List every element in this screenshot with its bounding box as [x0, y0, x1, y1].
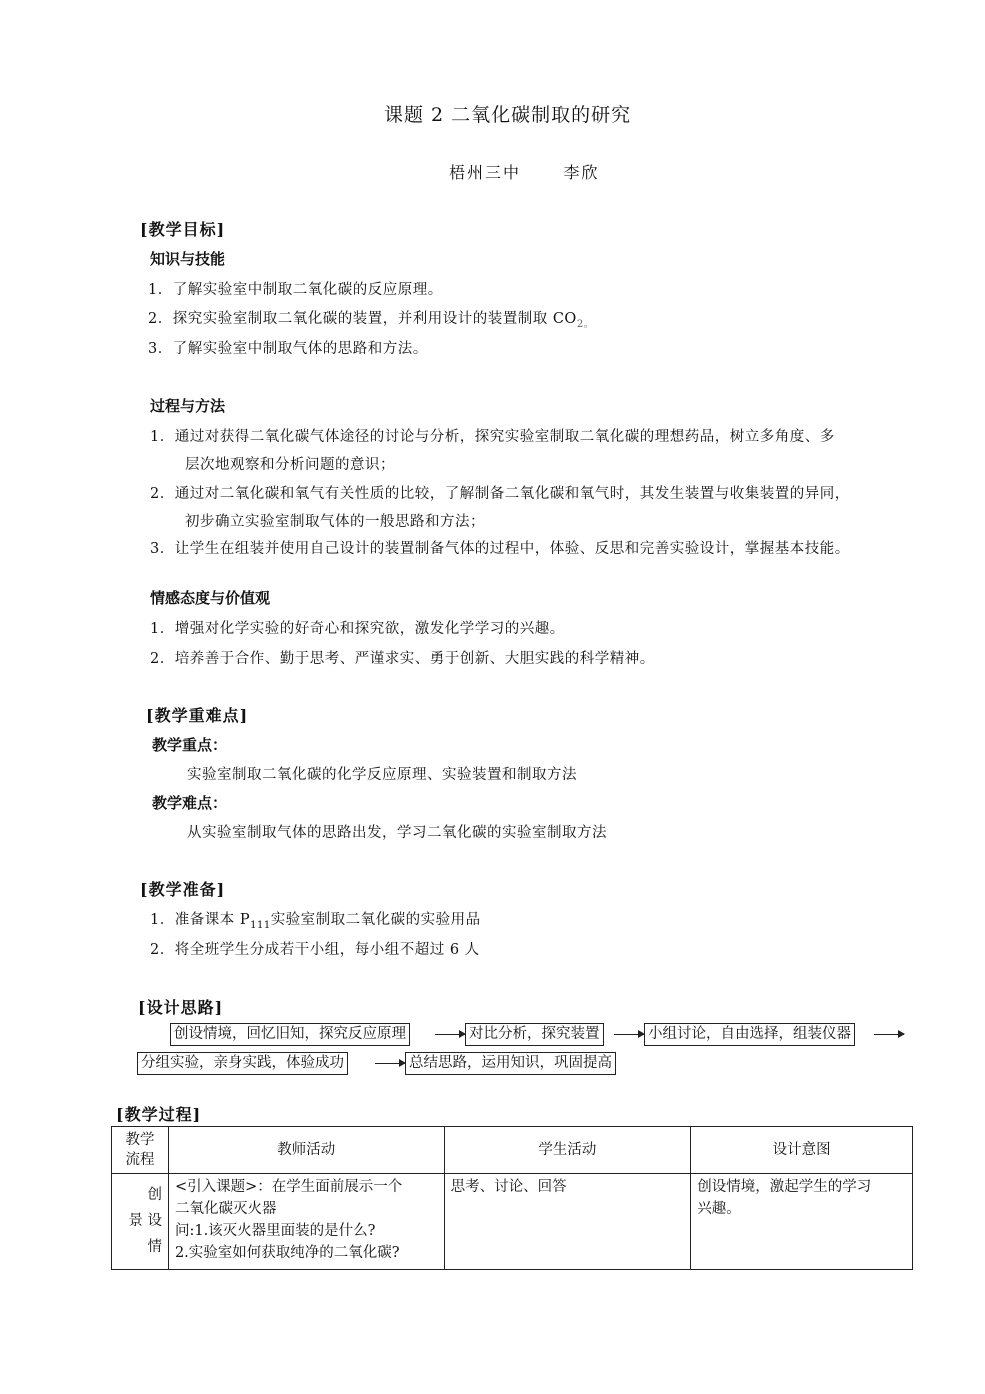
process-item-1a: 1．通过对获得二氧化碳气体途径的讨论与分析，探究实验室制取二氧化碳的理想药品，树立多角度、多 [150, 429, 835, 445]
row1-stage: 创 景 设 情 [112, 1174, 169, 1270]
prep-item-2: 2．将全班学生分成若干小组，每小组不超过 6 人 [150, 942, 480, 958]
flow-arrow-4 [375, 1063, 405, 1064]
difficulty-text: 从实验室制取气体的思路出发，学习二氧化碳的实验室制取方法 [187, 825, 607, 841]
key-text: 实验室制取二氧化碳的化学反应原理、实验装置和制取方法 [187, 767, 577, 783]
subheading-knowledge: 知识与技能 [150, 250, 226, 268]
header-student: 学生活动 [444, 1127, 691, 1174]
row1-student: 思考、讨论、回答 [444, 1174, 691, 1270]
flow-step-5: 总结思路，运用知识，巩固提高 [405, 1052, 616, 1075]
table-header-row [112, 1127, 913, 1174]
table-row [112, 1174, 913, 1270]
flow-arrow-3 [874, 1034, 904, 1035]
knowledge-item-1: 1．了解实验室中制取二氧化碳的反应原理。 [148, 282, 443, 298]
section-objectives: [教学目标] [140, 220, 226, 239]
prep-item-1: 1．准备课本 $P_{111}$实验室制取二氧化碳的实验用品 [150, 912, 481, 931]
subheading-process: 过程与方法 [150, 397, 226, 415]
row1-intent: 创设情境，激起学生的学习 兴趣。 [691, 1174, 913, 1270]
section-keypoints: [教学重难点] [146, 706, 249, 725]
flow-arrow-2 [614, 1034, 644, 1035]
emotion-item-1: 1．增强对化学实验的好奇心和探究欲，激发化学学习的兴趣。 [150, 621, 565, 637]
author: 梧州三中 李欣 [449, 163, 600, 182]
flow-step-1: 创设情境，回忆旧知，探究反应原理 [170, 1023, 410, 1046]
subheading-emotion: 情感态度与价值观 [150, 589, 271, 607]
key-label: 教学重点： [152, 736, 228, 754]
flow-step-3: 小组讨论，自由选择，组装仪器 [644, 1023, 855, 1046]
flow-step-2: 对比分析，探究装置 [465, 1023, 604, 1046]
process-item-1b: 层次地观察和分析问题的意识； [185, 457, 395, 473]
section-design: [设计思路] [138, 998, 224, 1017]
process-item-3: 3．让学生在组装并使用自己设计的装置制备气体的过程中，体验、反思和完善实验设计，掌握基本技能。 [150, 541, 850, 557]
section-prep: [教学准备] [140, 880, 226, 899]
co2-subscript: 2。 [576, 318, 595, 330]
row1-teacher: <引入课题>：在学生面前展示一个 二氧化碳灭火器 问:1.该灭火器里面装的是什么? 2.实验室如何获取纯净的二氧化碳? [168, 1174, 444, 1270]
emotion-item-2: 2．培养善于合作、勤于思考、严谨求实、勇于创新、大胆实践的科学精神。 [150, 651, 655, 667]
flow-step-4: 分组实验，亲身实践，体验成功 [137, 1052, 348, 1075]
section-process-table: [教学过程] [116, 1105, 202, 1124]
doc-title: 课题 2 二氧化碳制取的研究 [384, 104, 632, 126]
process-table [111, 1126, 913, 1270]
header-teacher: 教师活动 [168, 1127, 444, 1174]
header-intent: 设计意图 [691, 1127, 913, 1174]
difficulty-label: 教学难点： [152, 794, 228, 812]
flow-arrow-1 [435, 1034, 465, 1035]
process-item-2a: 2．通过对二氧化碳和氧气有关性质的比较，了解制备二氧化碳和氧气时，其发生装置与收集装置的异同， [150, 486, 850, 502]
process-item-2b: 初步确立实验室制取气体的一般思路和方法； [185, 514, 485, 530]
header-stage: 教学 流程 [112, 1127, 169, 1174]
knowledge-item-3: 3．了解实验室中制取气体的思路和方法。 [148, 341, 428, 357]
knowledge-item-2: 2．探究实验室制取二氧化碳的装置，并利用设计的装置制取 $CO_{2。}$ [148, 311, 595, 330]
